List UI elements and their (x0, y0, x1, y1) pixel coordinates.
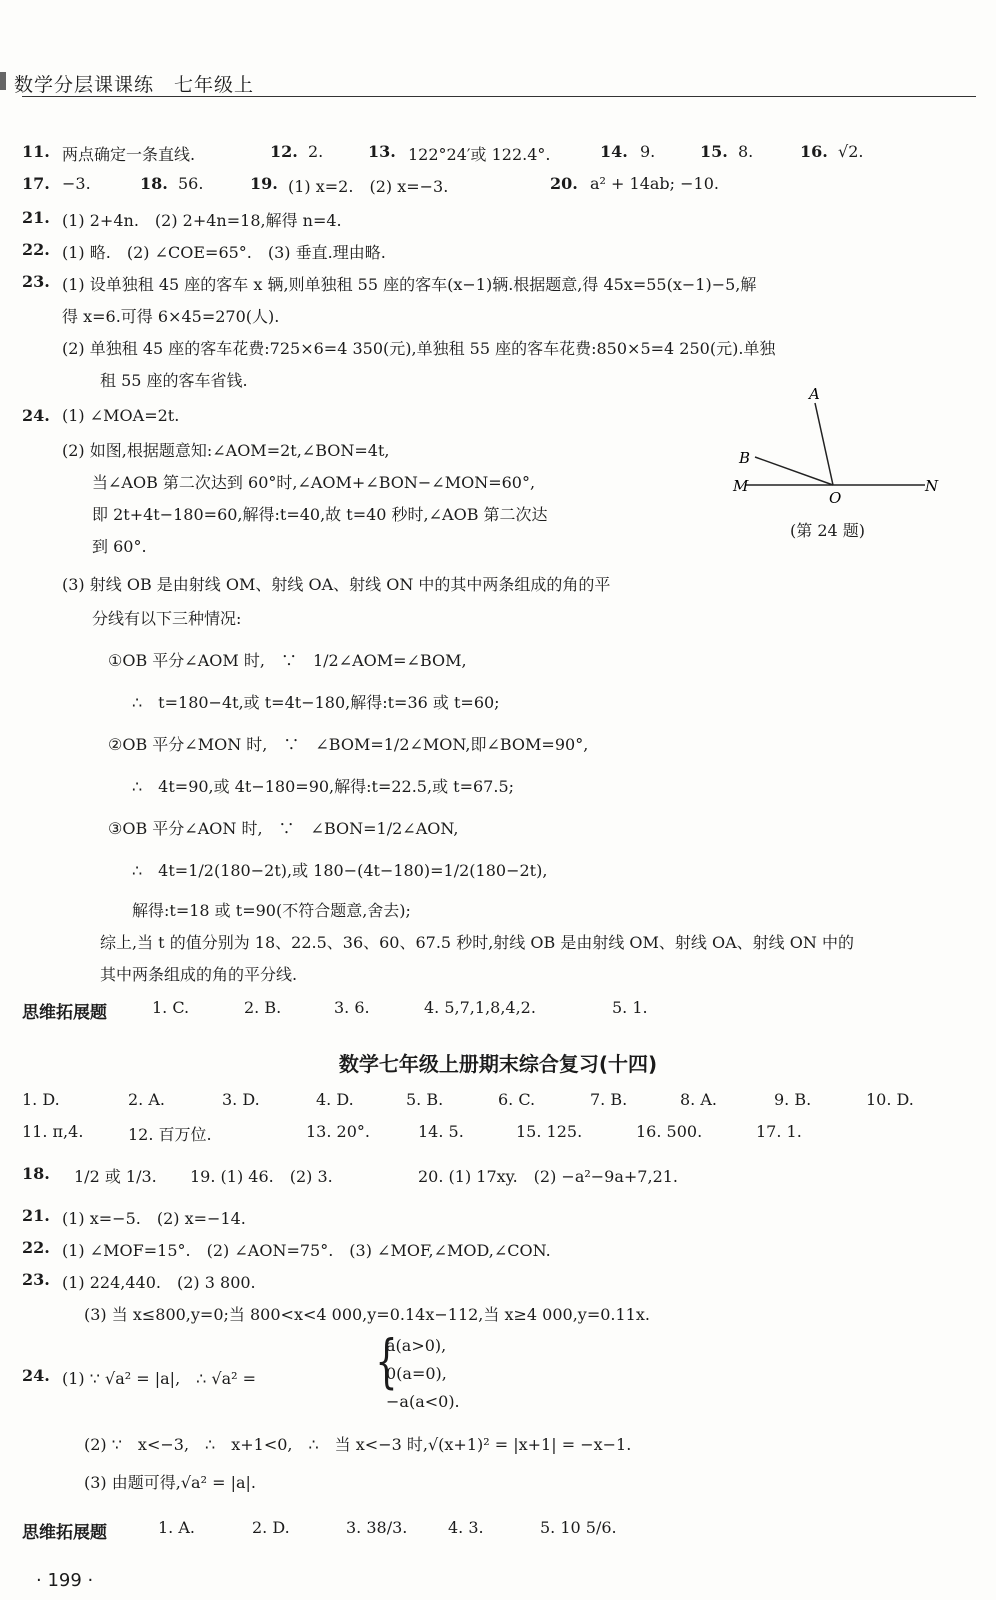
answer: 其中两条组成的角的平分线. (100, 965, 298, 984)
answer: ∴ 4t=1/2(180−2t),或 180−(4t−180)=1/2(180−2t), (132, 861, 548, 880)
answer: (3) 射线 OB 是由射线 OM、射线 OA、射线 ON 中的其中两条组成的角的平 (62, 575, 611, 594)
answer-row (0, 898, 996, 922)
answer: 15. 125. (516, 1122, 583, 1141)
answer: 两点确定一条直线. (62, 145, 196, 164)
answer: 9. B. (774, 1090, 812, 1109)
answer-row (0, 1090, 996, 1114)
answer: 分线有以下三种情况: (92, 609, 242, 628)
answer: (1) ∵ √a² = |a|, ∴ √a² = (62, 1369, 257, 1388)
answer-row (0, 572, 996, 596)
answer: ∴ 4t=90,或 4t−180=90,解得:t=22.5,或 t=67.5; (132, 777, 515, 796)
answer: (1) ∠MOA=2t. (62, 406, 180, 425)
answer: 2. B. (244, 998, 282, 1017)
answer: 3. D. (222, 1090, 260, 1109)
q-num: 23. (22, 1270, 50, 1289)
extension-row (0, 998, 996, 1022)
answer-row (0, 336, 996, 360)
answer: 3. 38/3. (346, 1518, 408, 1537)
answer-row (0, 648, 996, 672)
answer: 1. C. (152, 998, 190, 1017)
page-header: 数学分层课课练 七年级上 (14, 74, 255, 96)
answer-row (0, 240, 996, 264)
answer: 即 2t+4t−180=60,解得:t=40,故 t=40 秒时,∠AOB 第二次达 (92, 505, 548, 524)
answer: 12. 百万位. (128, 1125, 212, 1144)
answer: 2. A. (128, 1090, 165, 1109)
answer-row (0, 1270, 996, 1294)
answer: (1) 2+4n. (2) 2+4n=18,解得 n=4. (62, 211, 342, 230)
q-num: 17. (22, 174, 50, 193)
header-rule (22, 96, 976, 97)
q-num: 21. (22, 208, 50, 227)
answer: 1. D. (22, 1090, 60, 1109)
answer: 6. C. (498, 1090, 536, 1109)
answer: 当∠AOB 第二次达到 60°时,∠AOM+∠BON−∠MON=60°, (92, 473, 536, 492)
answer: ②OB 平分∠MON 时, ∵ ∠BOM=1/2∠MON,即∠BOM=90°, (108, 735, 589, 754)
answer: a² + 14ab; −10. (590, 174, 719, 193)
answer-row (0, 142, 996, 166)
answer: 0(a=0), (386, 1364, 447, 1383)
q-num: 22. (22, 240, 50, 259)
answer-row (0, 606, 996, 630)
answer: (1) x=2. (2) x=−3. (288, 177, 449, 196)
q-num: 24. (22, 406, 50, 425)
answer: (2) ∵ x<−3, ∴ x+1<0, ∴ 当 x<−3 时,√(x+1)² = |x+1| = −x−1. (84, 1435, 632, 1454)
answer: (2) 单独租 45 座的客车花费:725×6=4 350(元),单独租 55 座的客车花费:850×5=4 250(元).单独 (62, 339, 776, 358)
answer-row (0, 1122, 996, 1146)
header-marker (0, 72, 6, 90)
answer: (3) 当 x≤800,y=0;当 800<x<4 000,y=0.14x−112,当 x≥4 000,y=0.11x. (84, 1305, 650, 1324)
answer: 1/2 或 1/3. (74, 1167, 157, 1186)
label-n: N (925, 477, 939, 495)
q-num: 12. (270, 142, 298, 161)
q-num: 16. (800, 142, 828, 161)
answer-row (0, 774, 996, 798)
q-num: 14. (600, 142, 628, 161)
answer-row (0, 1470, 996, 1494)
answer: 4. 5,7,1,8,4,2. (424, 998, 536, 1017)
answer: 综上,当 t 的值分别为 18、22.5、36、60、67.5 秒时,射线 OB 是由射线 OM、射线 OA、射线 ON 中的 (100, 933, 854, 952)
answer: 2. (308, 142, 324, 161)
answer-row (0, 858, 996, 882)
answer: 5. 10 5/6. (540, 1518, 617, 1537)
answer: 5. B. (406, 1090, 444, 1109)
figure-caption: (第 24 题) (790, 521, 866, 540)
angle-figure (725, 385, 945, 510)
answer: a(a>0), (386, 1336, 447, 1355)
answer: 10. D. (866, 1090, 914, 1109)
answer: 8. (738, 142, 754, 161)
answer: 7. B. (590, 1090, 628, 1109)
answer: 2. D. (252, 1518, 290, 1537)
answer-row (0, 304, 996, 328)
answer-row (0, 732, 996, 756)
answer: (1) x=−5. (2) x=−14. (62, 1209, 246, 1228)
q-num: 18. (22, 1164, 50, 1183)
label-o: O (829, 489, 842, 507)
answer-row (0, 690, 996, 714)
answer-row (0, 930, 996, 954)
page-number: · 199 · (36, 1570, 94, 1591)
answer-row (0, 1164, 996, 1188)
answer: (1) ∠MOF=15°. (2) ∠AON=75°. (3) ∠MOF,∠MOD,∠CON. (62, 1241, 551, 1260)
q-num: 21. (22, 1206, 50, 1225)
q-num: 24. (22, 1366, 50, 1385)
answer: 20. (1) 17xy. (2) −a²−9a+7,21. (418, 1167, 679, 1186)
answer-row (0, 816, 996, 840)
answer: 8. A. (680, 1090, 717, 1109)
answer: −3. (62, 174, 91, 193)
q-num: 11. (22, 142, 50, 161)
q-num: 18. (140, 174, 168, 193)
q-num: 15. (700, 142, 728, 161)
answer-row (0, 208, 996, 232)
ray-ob (755, 457, 833, 485)
answer: ③OB 平分∠AON 时, ∵ ∠BON=1/2∠AON, (108, 819, 459, 838)
answer-row (0, 1432, 996, 1456)
answer: 4. D. (316, 1090, 354, 1109)
answer: 17. 1. (756, 1122, 802, 1141)
answer-row (0, 1206, 996, 1230)
q-num: 13. (368, 142, 396, 161)
q-num: 22. (22, 1238, 50, 1257)
extension-label: 思维拓展题 (22, 1523, 107, 1543)
answer: 4. 3. (448, 1518, 484, 1537)
answer: 11. π,4. (22, 1122, 84, 1141)
answer-row (0, 1238, 996, 1262)
answer: 9. (640, 142, 656, 161)
answer: 5. 1. (612, 998, 648, 1017)
ray-oa (815, 403, 833, 485)
answer: 56. (178, 174, 204, 193)
answer: 解得:t=18 或 t=90(不符合题意,舍去); (132, 901, 411, 920)
q-num: 20. (550, 174, 578, 193)
answer: 13. 20°. (306, 1122, 370, 1141)
case-line (0, 1364, 996, 1388)
case-line (0, 1336, 996, 1360)
answer-row (0, 1302, 996, 1326)
answer-row (0, 174, 996, 198)
extension-label: 思维拓展题 (22, 1003, 107, 1023)
answer: (1) 略. (2) ∠COE=65°. (3) 垂直.理由略. (62, 243, 386, 262)
label-m: M (733, 477, 749, 495)
answer: 122°24′或 122.4°. (408, 145, 551, 164)
answer: 租 55 座的客车省钱. (100, 371, 248, 390)
answer: 到 60°. (92, 537, 147, 556)
answer: 19. (1) 46. (2) 3. (190, 1167, 333, 1186)
label-a: A (809, 385, 820, 403)
q-num: 19. (250, 174, 278, 193)
q-num: 23. (22, 272, 50, 291)
answer: 1. A. (158, 1518, 195, 1537)
section-title: 数学七年级上册期末综合复习(十四) (338, 1052, 658, 1076)
answer: 得 x=6.可得 6×45=270(人). (62, 307, 280, 326)
answer: (1) 设单独租 45 座的客车 x 辆,则单独租 55 座的客车(x−1)辆.根据题意,得 45x=55(x−1)−5,解 (62, 275, 757, 294)
answer: ①OB 平分∠AOM 时, ∵ 1/2∠AOM=∠BOM, (108, 651, 467, 670)
answer: (1) 224,440. (2) 3 800. (62, 1273, 256, 1292)
answer: −a(a<0). (386, 1392, 460, 1411)
answer: (2) 如图,根据题意知:∠AOM=2t,∠BON=4t, (62, 441, 390, 460)
answer: (3) 由题可得,√a² = |a|. (84, 1473, 256, 1492)
case-line (0, 1392, 996, 1416)
answer: ∴ t=180−4t,或 t=4t−180,解得:t=36 或 t=60; (132, 693, 500, 712)
label-b: B (739, 449, 751, 467)
answer-row (0, 962, 996, 986)
answer: 16. 500. (636, 1122, 703, 1141)
answer: 3. 6. (334, 998, 370, 1017)
extension-row (0, 1518, 996, 1542)
answer: √2. (838, 142, 864, 161)
answer: 14. 5. (418, 1122, 464, 1141)
answer-row (0, 272, 996, 296)
case-brace: { (375, 1327, 398, 1395)
